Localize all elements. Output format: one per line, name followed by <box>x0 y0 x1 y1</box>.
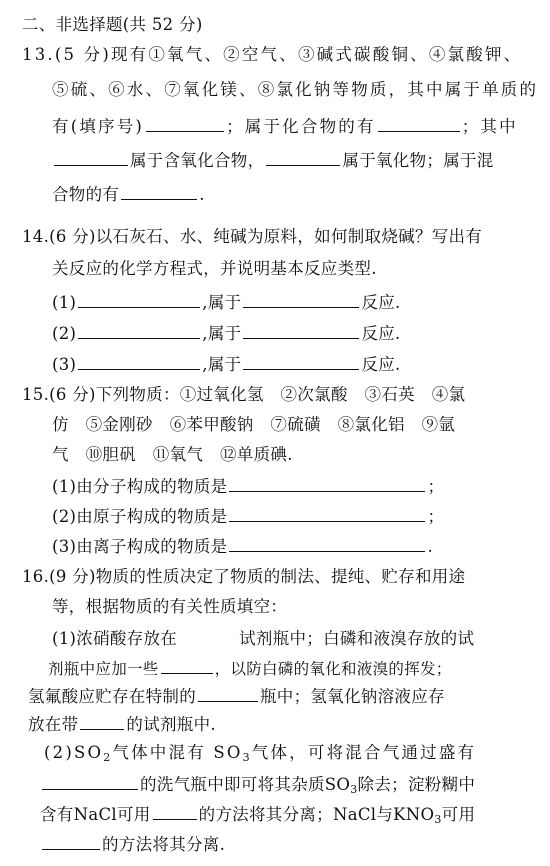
q16-line-1: 16.(9 分)物质的性质决定了物质的制法、提纯、贮存和用途 <box>22 567 466 586</box>
q16-para2-line-2 <box>40 772 475 796</box>
q14-row-3 <box>52 352 401 376</box>
q13-blank-oxides[interactable] <box>266 148 340 166</box>
q13-text-4a: 属于含氧化合物， <box>130 151 265 170</box>
q16-text-p2a: 剂瓶中应加一些 <box>48 660 159 678</box>
q15-line-3: 气 ⑩胆矾 ⑪氧气 ⑫单质碘. <box>52 445 293 464</box>
q16-blank-hf-bottle[interactable] <box>198 684 258 702</box>
q16-blank-stopper[interactable] <box>80 712 124 730</box>
q15-row-1-text: (1)由分子构成的物质是 <box>52 477 228 496</box>
kno3-subscript: 3 <box>434 813 442 826</box>
q14-blank-equation[interactable] <box>78 321 200 339</box>
q16-text-s1b: 气体中混有 SO <box>112 743 243 762</box>
q14-row-2 <box>52 321 401 345</box>
q16-text-s3a: 含有NaCl可用 <box>40 805 151 824</box>
q16-text-s1a: (2)SO <box>44 743 104 762</box>
q13-line-2: ⑤硫、⑥水、⑦氧化镁、⑧氯化钠等物质，其中属于单质的 <box>52 80 539 99</box>
q16-text-p1b: 试剂瓶中；白磷和液溴存放的试 <box>239 629 475 648</box>
q15-semicolon: ； <box>427 477 445 496</box>
q14-blank-equation[interactable] <box>78 290 200 308</box>
q16-para1-line-4 <box>28 712 216 736</box>
q16-para1-line-2 <box>48 656 452 680</box>
q16-para1-line-3 <box>28 684 445 708</box>
q16-para1-line-1 <box>52 628 474 650</box>
q15-blank-molecular[interactable] <box>229 474 425 492</box>
q14-blank-reaction-type[interactable] <box>243 352 359 370</box>
q13-blank-compounds[interactable] <box>378 114 460 132</box>
q14-reaction-label: 反应. <box>361 355 401 374</box>
q16-text-p3a: 氢氟酸应贮存在特制的 <box>28 687 196 706</box>
section-heading: 二、非选择题(共 52 分) <box>22 15 203 34</box>
q16-text-s1c: 气体，可将混合气通过盛有 <box>251 743 477 762</box>
q16-text-s3b: 的方法将其分离；NaCl与KNO <box>198 805 435 824</box>
q14-line-1: 14.(6 分)以石灰石、水、纯碱为原料，如何制取烧碱？写出有 <box>22 227 483 246</box>
q16-text-p3b: 瓶中；氢氧化钠溶液应存 <box>260 687 445 706</box>
q16-blank-washing-reagent[interactable] <box>42 772 138 790</box>
q15-row-2 <box>52 504 444 528</box>
q13-text-3c: ；其中 <box>461 117 518 136</box>
q15-semicolon: ； <box>427 507 445 526</box>
q15-line-2: 仿 ⑤金刚砂 ⑥苯甲酸钠 ⑦硫磺 ⑧氯化铝 ⑨氩 <box>52 415 456 434</box>
q14-row-1 <box>52 290 401 314</box>
q16-text-p2b: ，以防白磷的氧化和液溴的挥发； <box>214 660 452 678</box>
q15-blank-ionic[interactable] <box>229 534 425 552</box>
q13-text-4b: 属于氧化物；属于混 <box>342 151 494 170</box>
q14-row-number: (2) <box>52 324 77 343</box>
q13-text-3b: ；属于化合物的有 <box>226 117 376 136</box>
q16-para2-line-3 <box>40 802 475 826</box>
q14-belongs-to: ,属于 <box>202 355 242 374</box>
q13-text-3a: 有(填序号) <box>52 117 145 136</box>
q13-text-5a: 合物的有 <box>52 185 120 204</box>
q16-text-s3c: 可用 <box>441 805 476 824</box>
q13-text-5b: . <box>199 185 205 204</box>
q15-line-1: 15.(6 分)下列物质：①过氧化氢 ②次氯酸 ③石英 ④氯 <box>22 385 466 404</box>
q16-text-p1a: (1)浓硝酸存放在 <box>52 629 178 648</box>
q16-para2-line-1 <box>44 742 476 764</box>
q16-text-s4b: 的方法将其分离. <box>102 835 226 854</box>
q16-blank-protective-liquid[interactable] <box>161 656 213 674</box>
q15-row-2-text: (2)由原子构成的物质是 <box>52 507 228 526</box>
q14-belongs-to: ,属于 <box>202 293 242 312</box>
q15-blank-atomic[interactable] <box>229 504 425 522</box>
q13-line-1: 13.(5 分)现有①氧气、②空气、③碱式碳酸铜、④氯酸钾、 <box>22 45 523 64</box>
q16-text-p4a: 放在带 <box>28 715 79 734</box>
q13-blank-elements[interactable] <box>146 114 224 132</box>
q14-line-2: 关反应的化学方程式，并说明基本反应类型. <box>52 259 377 278</box>
q13-line-5 <box>52 182 205 206</box>
so3-subscript: 3 <box>242 751 252 764</box>
q16-blank-separation-method-2[interactable] <box>42 832 100 850</box>
q13-line-4 <box>52 148 494 172</box>
q14-row-number: (1) <box>52 293 77 312</box>
q14-reaction-label: 反应. <box>361 324 401 343</box>
q15-row-3-text: (3)由离子构成的物质是 <box>52 537 228 556</box>
q15-row-1 <box>52 474 444 498</box>
q14-blank-reaction-type[interactable] <box>243 290 359 308</box>
q16-blank-separation-method-1[interactable] <box>153 802 197 820</box>
q16-text-s2a: 的洗气瓶中即可将其杂质SO <box>140 775 351 794</box>
q13-line-3 <box>52 114 518 138</box>
q16-text-p4b: 的试剂瓶中. <box>126 715 216 734</box>
q16-line-2: 等，根据物质的有关性质填空： <box>52 597 288 616</box>
q14-row-number: (3) <box>52 355 77 374</box>
q14-belongs-to: ,属于 <box>202 324 242 343</box>
q15-period: . <box>427 537 434 556</box>
so2-subscript: 2 <box>103 751 113 764</box>
q13-blank-oxygen-compounds[interactable] <box>54 148 128 166</box>
q13-blank-mixtures[interactable] <box>121 182 197 200</box>
q14-blank-equation[interactable] <box>78 352 200 370</box>
q16-para2-line-4 <box>40 832 225 856</box>
so3-subscript: 3 <box>350 783 358 796</box>
q14-reaction-label: 反应. <box>361 293 401 312</box>
q14-blank-reaction-type[interactable] <box>243 321 359 339</box>
q16-text-s2b: 除去；淀粉糊中 <box>357 775 476 794</box>
q15-row-3 <box>52 534 433 558</box>
